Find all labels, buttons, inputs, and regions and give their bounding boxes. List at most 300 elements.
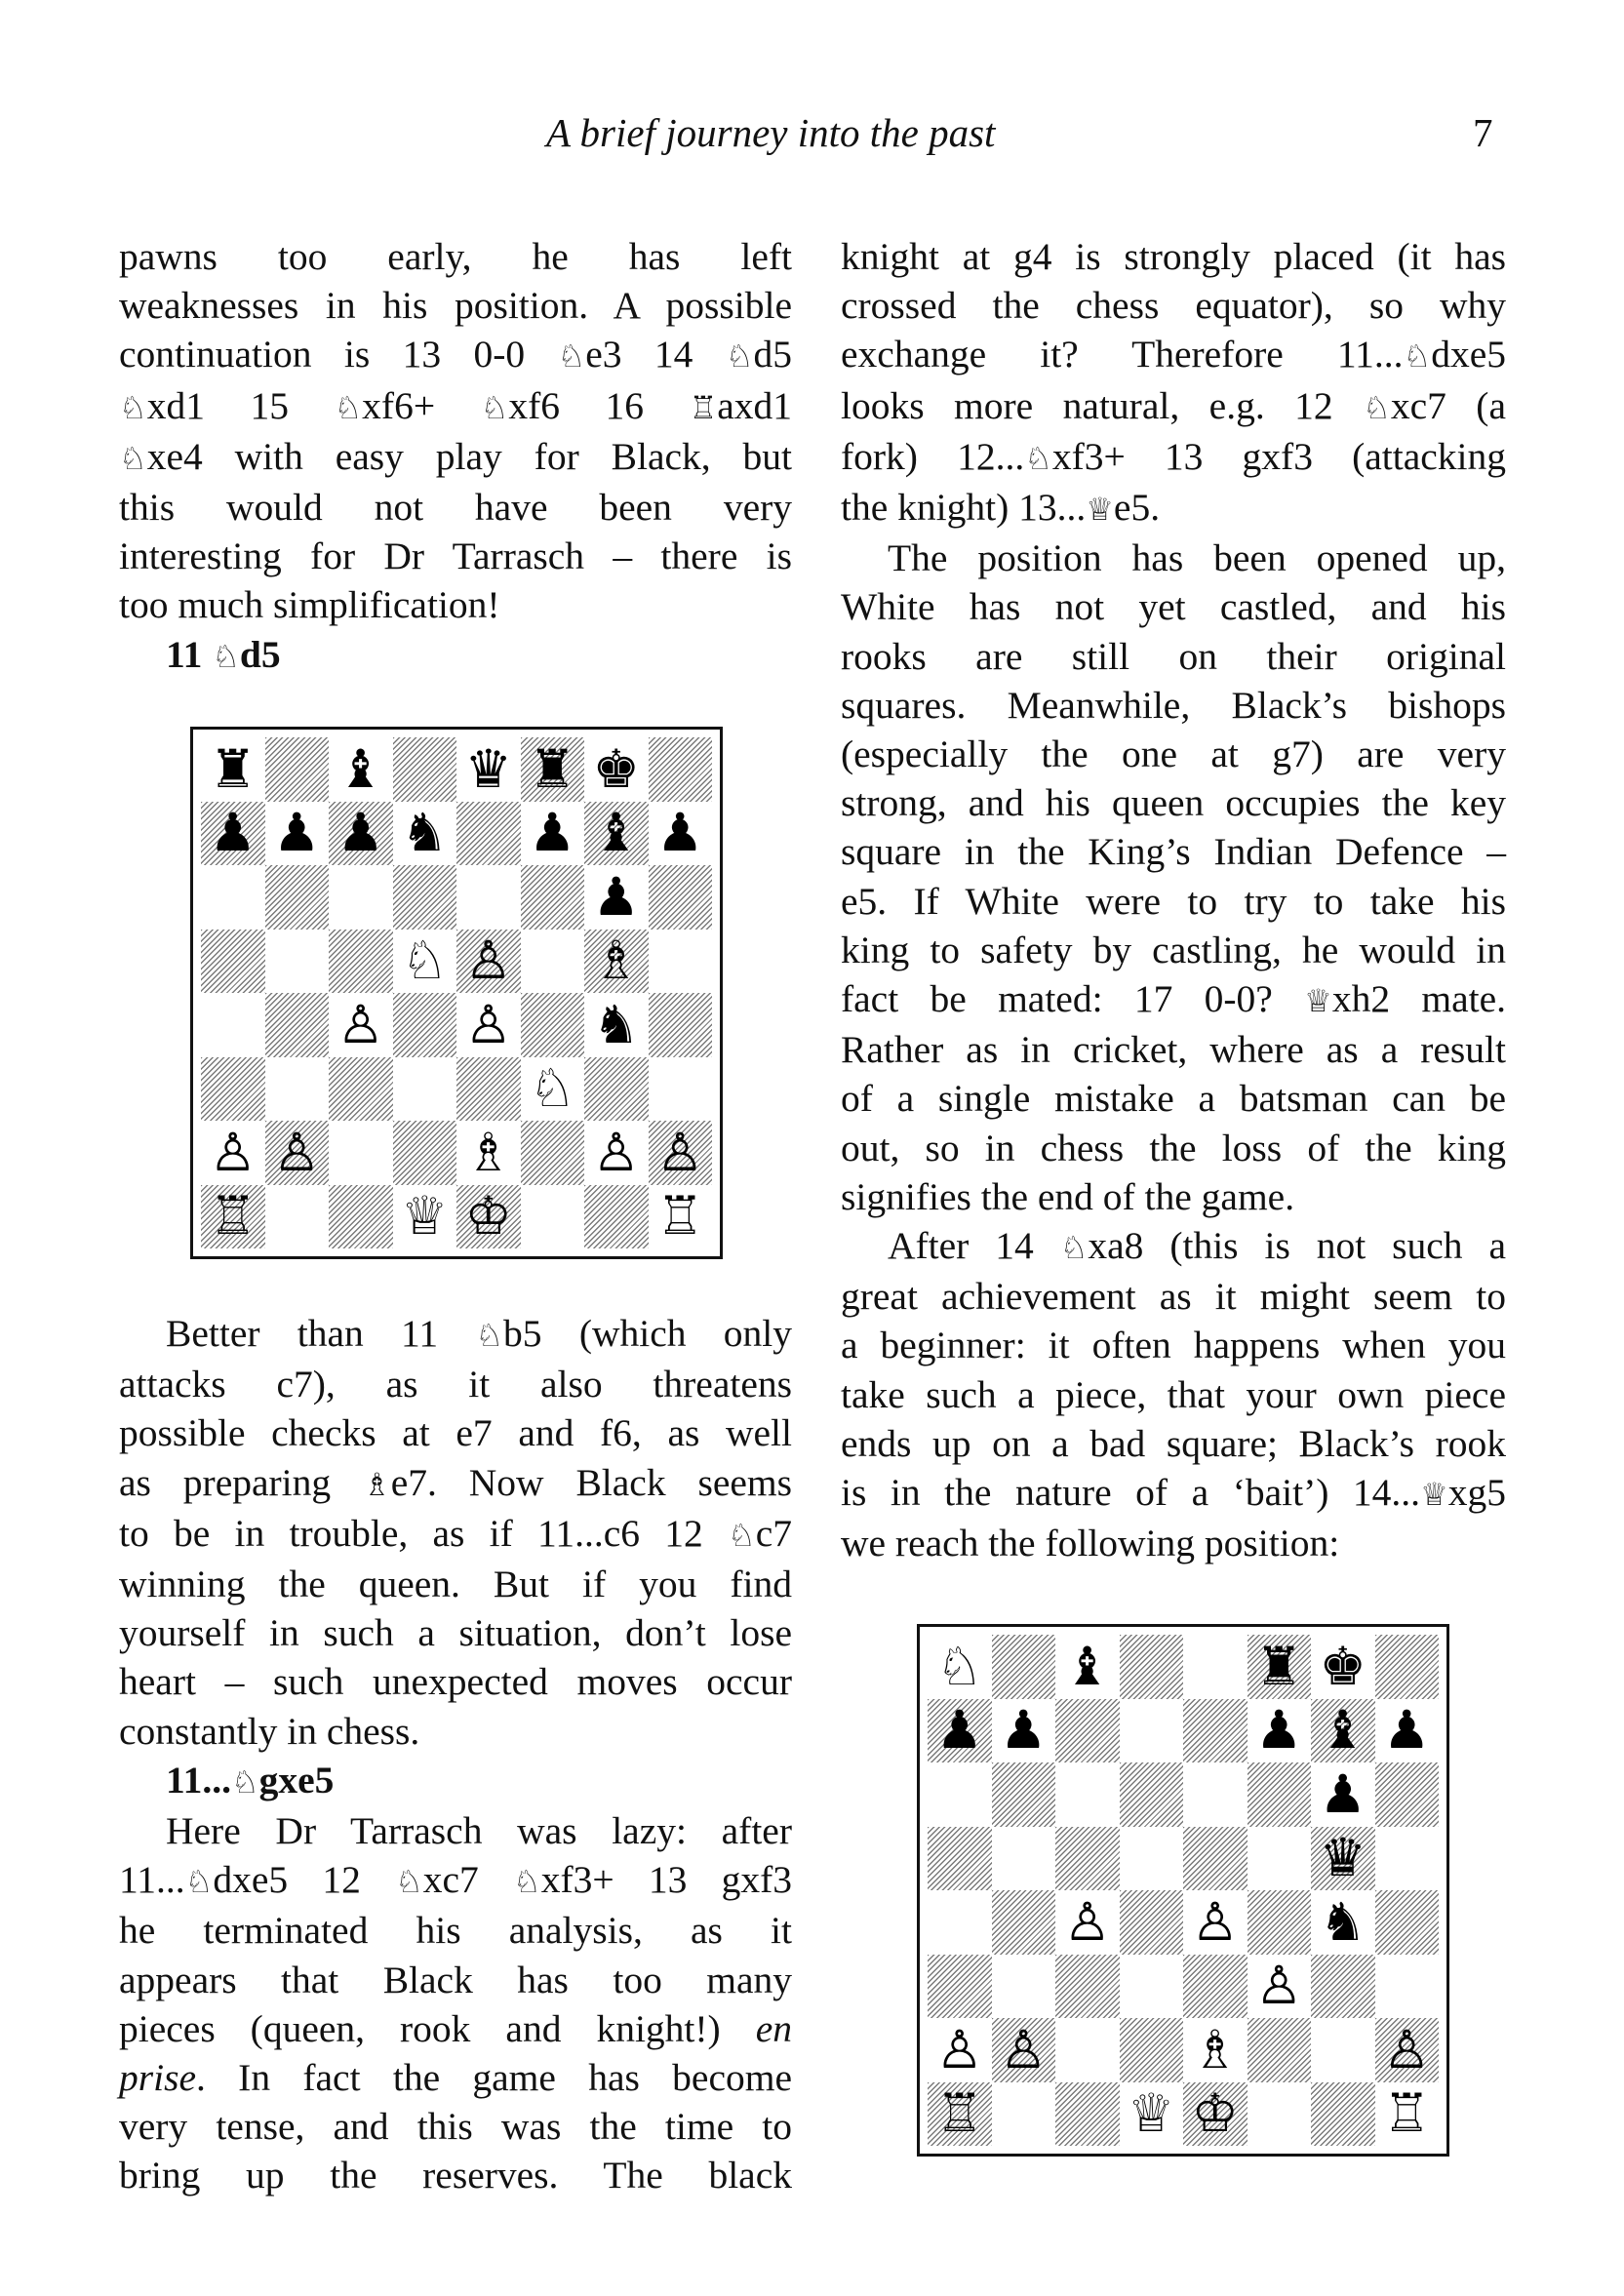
text-line: Rather as in cricket, where as a result	[841, 1028, 1506, 1072]
knight-figurine-icon: ♘	[475, 1317, 504, 1354]
board-square	[456, 737, 521, 802]
text-line: possible checks at e7 and f6, as well	[119, 1411, 792, 1455]
text-line: he terminated his analysis, as it	[119, 1909, 792, 1953]
black-bishop-icon: ♝	[337, 737, 384, 800]
text-line	[119, 432, 792, 483]
text-run: xh2 mate.	[1331, 977, 1506, 1021]
board-square	[265, 930, 330, 994]
black-king-icon: ♚	[1319, 1635, 1367, 1697]
board-square	[521, 737, 585, 802]
text-line: ends up on a bad square; Black’s rook	[841, 1421, 1506, 1465]
board-square	[393, 802, 457, 866]
text-run: fork) 12...	[841, 434, 1025, 478]
text-line: winning the queen. But if you find	[119, 1563, 792, 1606]
text-line	[841, 483, 1506, 534]
board-square	[1375, 1762, 1440, 1827]
board-square	[393, 930, 457, 994]
board-square	[1183, 1699, 1248, 1763]
board-square	[1120, 2082, 1184, 2147]
white-bishop-icon: ♗	[592, 930, 640, 992]
board-square	[393, 865, 457, 930]
board-square	[928, 2082, 992, 2147]
text-run: Better than 11	[166, 1312, 476, 1355]
black-bishop-icon: ♝	[1063, 1635, 1111, 1697]
white-pawn-icon: ♙	[1000, 2018, 1048, 2080]
knight-figurine-icon: ♘	[557, 337, 586, 376]
text-run: xc7	[422, 1858, 514, 1902]
board-square	[1120, 1762, 1184, 1827]
queen-figurine-icon: ♕	[1420, 1476, 1448, 1514]
board-square	[329, 1121, 393, 1185]
board-square	[584, 865, 649, 930]
board-square	[1183, 2018, 1248, 2082]
board-square	[393, 1121, 457, 1185]
board-square	[1311, 2082, 1375, 2147]
white-pawn-icon: ♙	[273, 1121, 321, 1183]
white-pawn-icon: ♙	[592, 1121, 640, 1183]
text-line	[119, 1509, 792, 1560]
board-square	[928, 1635, 992, 1699]
knight-figurine-icon: ♘	[1363, 388, 1391, 426]
black-knight-icon: ♞	[1319, 1890, 1367, 1953]
running-title: A brief journey into the past	[546, 110, 996, 155]
board-square	[1248, 1762, 1312, 1827]
board-square	[1120, 1635, 1184, 1699]
board-square	[1120, 1955, 1184, 2019]
board-square	[928, 1699, 992, 1763]
board-square	[1248, 1635, 1312, 1699]
text-line: weaknesses in his position. A possible	[119, 284, 792, 328]
board-square	[521, 1185, 585, 1249]
black-pawn-icon: ♟	[1000, 1699, 1048, 1762]
text-run: xe4 with easy play for Black, but	[146, 434, 792, 478]
text-run: dxe5 12	[213, 1858, 396, 1902]
white-pawn-icon: ♙	[1255, 1955, 1303, 2017]
board-square	[1248, 1955, 1312, 2019]
board-square	[1311, 1890, 1375, 1955]
black-king-icon: ♚	[592, 737, 640, 800]
board-square	[329, 802, 393, 866]
board-square	[1311, 1955, 1375, 2019]
board-square	[329, 737, 393, 802]
board-square	[928, 1890, 992, 1955]
board-square	[329, 1057, 393, 1122]
rook-figurine-icon: ♖	[689, 388, 718, 426]
paragraph	[841, 1221, 1506, 1567]
knight-figurine-icon: ♘	[1059, 1229, 1089, 1267]
board-square	[1055, 1955, 1120, 2019]
white-knight-icon: ♘	[529, 1057, 576, 1120]
text-line: rooks are still on their original	[841, 634, 1506, 678]
black-pawn-icon: ♟	[529, 802, 576, 864]
text-run: gxe5	[258, 1758, 335, 1801]
board-square	[649, 1121, 713, 1185]
text-line: take such a piece, that your own piece	[841, 1372, 1506, 1416]
board-square	[584, 802, 649, 866]
white-rook-icon: ♖	[656, 1185, 704, 1247]
white-pawn-icon: ♙	[1383, 2018, 1431, 2080]
text-run: 11	[166, 632, 213, 676]
board-square	[393, 737, 457, 802]
white-bishop-icon: ♗	[464, 1121, 512, 1183]
board-square	[1183, 1762, 1248, 1827]
text-line	[119, 1309, 792, 1360]
text-run: is in the nature of a ‘bait’) 14...	[841, 1471, 1421, 1515]
text-run: to be in trouble, as if 11...c6 12	[119, 1511, 729, 1555]
text-run: c7	[755, 1511, 792, 1555]
board-square	[1120, 1890, 1184, 1955]
text-run: e3 14	[585, 333, 726, 376]
text-line	[119, 381, 792, 432]
black-pawn-icon: ♟	[337, 802, 384, 864]
board-square	[329, 865, 393, 930]
text-line: bring up the reserves. The black	[119, 2154, 792, 2197]
queen-figurine-icon: ♕	[1304, 982, 1332, 1020]
board-square	[1248, 1827, 1312, 1891]
board-square	[1183, 2082, 1248, 2147]
board-square	[1311, 1635, 1375, 1699]
text-run: xg5	[1447, 1471, 1506, 1515]
black-bishop-icon: ♝	[1319, 1699, 1367, 1762]
board-square	[456, 1057, 521, 1122]
board-square	[1311, 1827, 1375, 1891]
board-square	[456, 1185, 521, 1249]
text-run: en	[755, 2006, 792, 2050]
text-line: attacks c7), as it also threatens	[119, 1363, 792, 1406]
board-square	[584, 930, 649, 994]
text-line: constantly in chess.	[119, 1709, 420, 1753]
board-square	[992, 2018, 1056, 2082]
chessboard-grid	[928, 1635, 1439, 2146]
text-run: prise	[119, 2056, 196, 2100]
text-line: crossed the chess equator), so why	[841, 284, 1506, 328]
board-square	[265, 1057, 330, 1122]
paragraph	[119, 232, 792, 630]
text-line: e5. If White were to try to take his	[841, 879, 1506, 923]
white-bishop-icon: ♗	[1191, 2018, 1239, 2080]
board-square	[265, 1185, 330, 1249]
white-rook-icon: ♖	[1383, 2082, 1431, 2145]
black-pawn-icon: ♟	[209, 802, 257, 864]
board-square	[265, 737, 330, 802]
text-line: The position has been opened up,	[888, 536, 1506, 580]
board-square	[201, 1121, 265, 1185]
text-line	[841, 1221, 1506, 1272]
white-rook-icon: ♖	[935, 2082, 983, 2145]
board-square	[456, 1121, 521, 1185]
board-square	[1120, 1699, 1184, 1763]
text-line: strong, and his queen occupies the key	[841, 781, 1506, 825]
board-square	[521, 1121, 585, 1185]
knight-figurine-icon: ♘	[728, 1516, 756, 1554]
board-square	[992, 2082, 1056, 2147]
board-square	[584, 1185, 649, 1249]
text-line: great achievement as it might seem to	[841, 1275, 1506, 1319]
bishop-figurine-icon: ♗	[363, 1465, 391, 1503]
board-square	[1120, 2018, 1184, 2082]
text-line: heart – such unexpected moves occur	[119, 1660, 792, 1704]
knight-figurine-icon: ♘	[334, 388, 363, 426]
text-line	[119, 2004, 792, 2053]
knight-figurine-icon: ♘	[230, 1762, 259, 1801]
board-square	[521, 865, 585, 930]
board-square	[1055, 1827, 1120, 1891]
white-knight-icon: ♘	[935, 1635, 983, 1697]
board-square	[521, 993, 585, 1057]
text-run: xf3+ 13 gxf3 (attacking	[1051, 434, 1506, 478]
knight-figurine-icon: ♘	[395, 1863, 423, 1901]
text-run: looks more natural, e.g. 12	[841, 383, 1364, 427]
text-run: continuation is 13 0-0	[119, 333, 558, 376]
board-square	[928, 1827, 992, 1891]
black-rook-icon: ♜	[1255, 1635, 1303, 1697]
board-square	[1120, 1827, 1184, 1891]
board-square	[649, 737, 713, 802]
text-run: 11...	[119, 1858, 185, 1902]
black-rook-icon: ♜	[529, 737, 576, 800]
chess-diagram-1	[190, 727, 723, 1259]
board-square	[201, 930, 265, 994]
text-line: White has not yet castled, and his	[841, 585, 1506, 629]
right-column	[841, 232, 1506, 1567]
text-run: dxe5	[1431, 333, 1506, 376]
white-pawn-icon: ♙	[464, 930, 512, 992]
board-square	[992, 1890, 1056, 1955]
text-line: squares. Meanwhile, Black’s bishops	[841, 683, 1506, 727]
left-column-bottom	[119, 1309, 792, 2200]
text-run: as preparing	[119, 1460, 364, 1504]
text-line	[119, 1855, 792, 1906]
board-square	[649, 865, 713, 930]
board-square	[1375, 2082, 1440, 2147]
board-square	[201, 802, 265, 866]
board-square	[393, 993, 457, 1057]
board-square	[584, 737, 649, 802]
board-square	[992, 1635, 1056, 1699]
board-square	[1183, 1955, 1248, 2019]
knight-figurine-icon: ♘	[480, 388, 509, 426]
text-run: the knight) 13...	[841, 486, 1087, 530]
white-pawn-icon: ♙	[209, 1121, 257, 1183]
board-square	[1311, 1762, 1375, 1827]
white-knight-icon: ♘	[401, 930, 449, 992]
board-square	[456, 865, 521, 930]
board-square	[329, 930, 393, 994]
board-square	[201, 737, 265, 802]
board-square	[1183, 1635, 1248, 1699]
text-run: pieces (queen, rook and knight!)	[119, 2006, 756, 2050]
page-number: 7	[1473, 110, 1493, 155]
board-square	[1375, 2018, 1440, 2082]
text-line: interesting for Dr Tarrasch – there is	[119, 534, 792, 578]
text-line: out, so in chess the loss of the king	[841, 1126, 1506, 1169]
white-king-icon: ♔	[1191, 2082, 1239, 2145]
board-square	[584, 1121, 649, 1185]
knight-figurine-icon: ♘	[1403, 337, 1432, 376]
chess-diagram-2	[917, 1624, 1449, 2157]
board-square	[1055, 1699, 1120, 1763]
board-square	[393, 1185, 457, 1249]
board-square	[1055, 1890, 1120, 1955]
black-pawn-icon: ♟	[273, 802, 321, 864]
board-square	[1248, 1699, 1312, 1763]
board-square	[201, 865, 265, 930]
chessboard-grid	[201, 737, 712, 1248]
text-line	[841, 330, 1506, 380]
board-square	[649, 1185, 713, 1249]
white-pawn-icon: ♙	[935, 2018, 983, 2080]
black-knight-icon: ♞	[401, 802, 449, 864]
text-line: yourself in such a situation, don’t lose	[119, 1611, 792, 1655]
text-line: too much simplification!	[119, 583, 500, 627]
text-run: b5 (which only	[503, 1312, 792, 1355]
board-square	[521, 1057, 585, 1122]
board-square	[1375, 1827, 1440, 1891]
text-run: After 14	[888, 1224, 1060, 1268]
board-square	[456, 930, 521, 994]
text-run: d5	[239, 632, 281, 676]
black-pawn-icon: ♟	[656, 802, 704, 864]
board-square	[1375, 1699, 1440, 1763]
board-square	[1375, 1635, 1440, 1699]
knight-figurine-icon: ♘	[184, 1863, 214, 1901]
text-run: . In fact the game has become	[196, 2056, 792, 2100]
text-line: of a single mistake a batsman can be	[841, 1077, 1506, 1121]
board-square	[521, 802, 585, 866]
board-square	[1248, 2082, 1312, 2147]
white-pawn-icon: ♙	[337, 993, 384, 1055]
board-square	[1055, 2082, 1120, 2147]
board-square	[992, 1762, 1056, 1827]
board-square	[329, 993, 393, 1057]
board-square	[393, 1057, 457, 1122]
text-line: a beginner: it often happens when you	[841, 1324, 1506, 1367]
black-pawn-icon: ♟	[1255, 1699, 1303, 1762]
text-line: very tense, and this was the time to	[119, 2105, 792, 2149]
board-square	[1055, 2018, 1120, 2082]
black-pawn-icon: ♟	[1319, 1762, 1367, 1825]
knight-figurine-icon: ♘	[1024, 439, 1052, 477]
knight-figurine-icon: ♘	[119, 388, 147, 426]
white-queen-icon: ♕	[401, 1185, 449, 1247]
paragraph	[119, 1806, 792, 2200]
board-square	[1183, 1890, 1248, 1955]
text-line: this would not have been very	[119, 486, 792, 530]
text-run: e7. Now Black seems	[390, 1460, 793, 1504]
text-line: king to safety by castling, he would in	[841, 928, 1506, 971]
text-run: axd1	[717, 383, 792, 427]
knight-figurine-icon: ♘	[212, 637, 240, 675]
board-square	[265, 1121, 330, 1185]
board-square	[456, 802, 521, 866]
board-square	[1055, 1762, 1120, 1827]
board-square	[992, 1827, 1056, 1891]
black-bishop-icon: ♝	[592, 802, 640, 864]
board-square	[1183, 1827, 1248, 1891]
white-pawn-icon: ♙	[1063, 1890, 1111, 1953]
board-square	[584, 993, 649, 1057]
running-head	[0, 109, 1624, 158]
paragraph	[119, 1309, 792, 1756]
white-pawn-icon: ♙	[1191, 1890, 1239, 1953]
white-pawn-icon: ♙	[464, 993, 512, 1055]
board-square	[649, 930, 713, 994]
text-run: xd1 15	[146, 383, 335, 427]
text-line: signifies the end of the game.	[841, 1174, 1295, 1218]
board-square	[649, 993, 713, 1057]
white-pawn-icon: ♙	[656, 1121, 704, 1183]
board-square	[584, 1057, 649, 1122]
black-pawn-icon: ♟	[1383, 1699, 1431, 1762]
text-line	[119, 1458, 792, 1509]
knight-figurine-icon: ♘	[119, 439, 147, 477]
white-rook-icon: ♖	[209, 1185, 257, 1247]
text-run: xf6 16	[508, 383, 690, 427]
board-square	[1375, 1955, 1440, 2019]
text-line	[841, 1468, 1506, 1519]
text-run: fact be mated: 17 0-0?	[841, 977, 1305, 1021]
white-king-icon: ♔	[464, 1185, 512, 1247]
board-square	[1055, 1635, 1120, 1699]
black-rook-icon: ♜	[209, 737, 257, 800]
board-square	[201, 993, 265, 1057]
knight-figurine-icon: ♘	[725, 337, 754, 376]
board-square	[456, 993, 521, 1057]
text-line: knight at g4 is strongly placed (it has	[841, 235, 1506, 278]
board-square	[1248, 2018, 1312, 2082]
text-line	[841, 974, 1506, 1025]
text-run: xc7 (a	[1390, 383, 1506, 427]
text-line	[119, 2053, 792, 2102]
text-line: square in the King’s Indian Defence –	[841, 830, 1506, 874]
board-square	[1375, 1890, 1440, 1955]
board-square	[992, 1699, 1056, 1763]
board-square	[928, 2018, 992, 2082]
text-run: d5	[753, 333, 792, 376]
text-run: xf6+	[362, 383, 481, 427]
text-line: we reach the following position:	[841, 1522, 1340, 1565]
queen-figurine-icon: ♕	[1086, 491, 1114, 529]
black-pawn-icon: ♟	[935, 1699, 983, 1762]
board-square	[1311, 2018, 1375, 2082]
black-knight-icon: ♞	[592, 993, 640, 1055]
text-run: xa8 (this is not such a	[1088, 1224, 1506, 1268]
board-square	[928, 1955, 992, 2019]
white-queen-icon: ♕	[1128, 2082, 1175, 2145]
paragraph	[841, 232, 1506, 534]
text-line: appears that Black has too many	[119, 1958, 792, 2001]
board-square	[1248, 1890, 1312, 1955]
board-square	[649, 802, 713, 866]
knight-figurine-icon: ♘	[513, 1863, 541, 1901]
move-heading	[166, 1756, 792, 1806]
board-square	[265, 993, 330, 1057]
paragraph	[841, 534, 1506, 1221]
black-queen-icon: ♛	[464, 737, 512, 800]
text-line	[841, 432, 1506, 483]
text-run: exchange it? Therefore 11...	[841, 333, 1404, 376]
board-square	[265, 802, 330, 866]
text-line	[841, 381, 1506, 432]
text-line: pawns too early, he has left	[119, 235, 792, 278]
text-line: Here Dr Tarrasch was lazy: after	[166, 1809, 792, 1853]
board-square	[521, 930, 585, 994]
board-square	[992, 1955, 1056, 2019]
text-run: 11...	[166, 1758, 231, 1801]
board-square	[329, 1185, 393, 1249]
board-square	[649, 1057, 713, 1122]
board-square	[1311, 1699, 1375, 1763]
